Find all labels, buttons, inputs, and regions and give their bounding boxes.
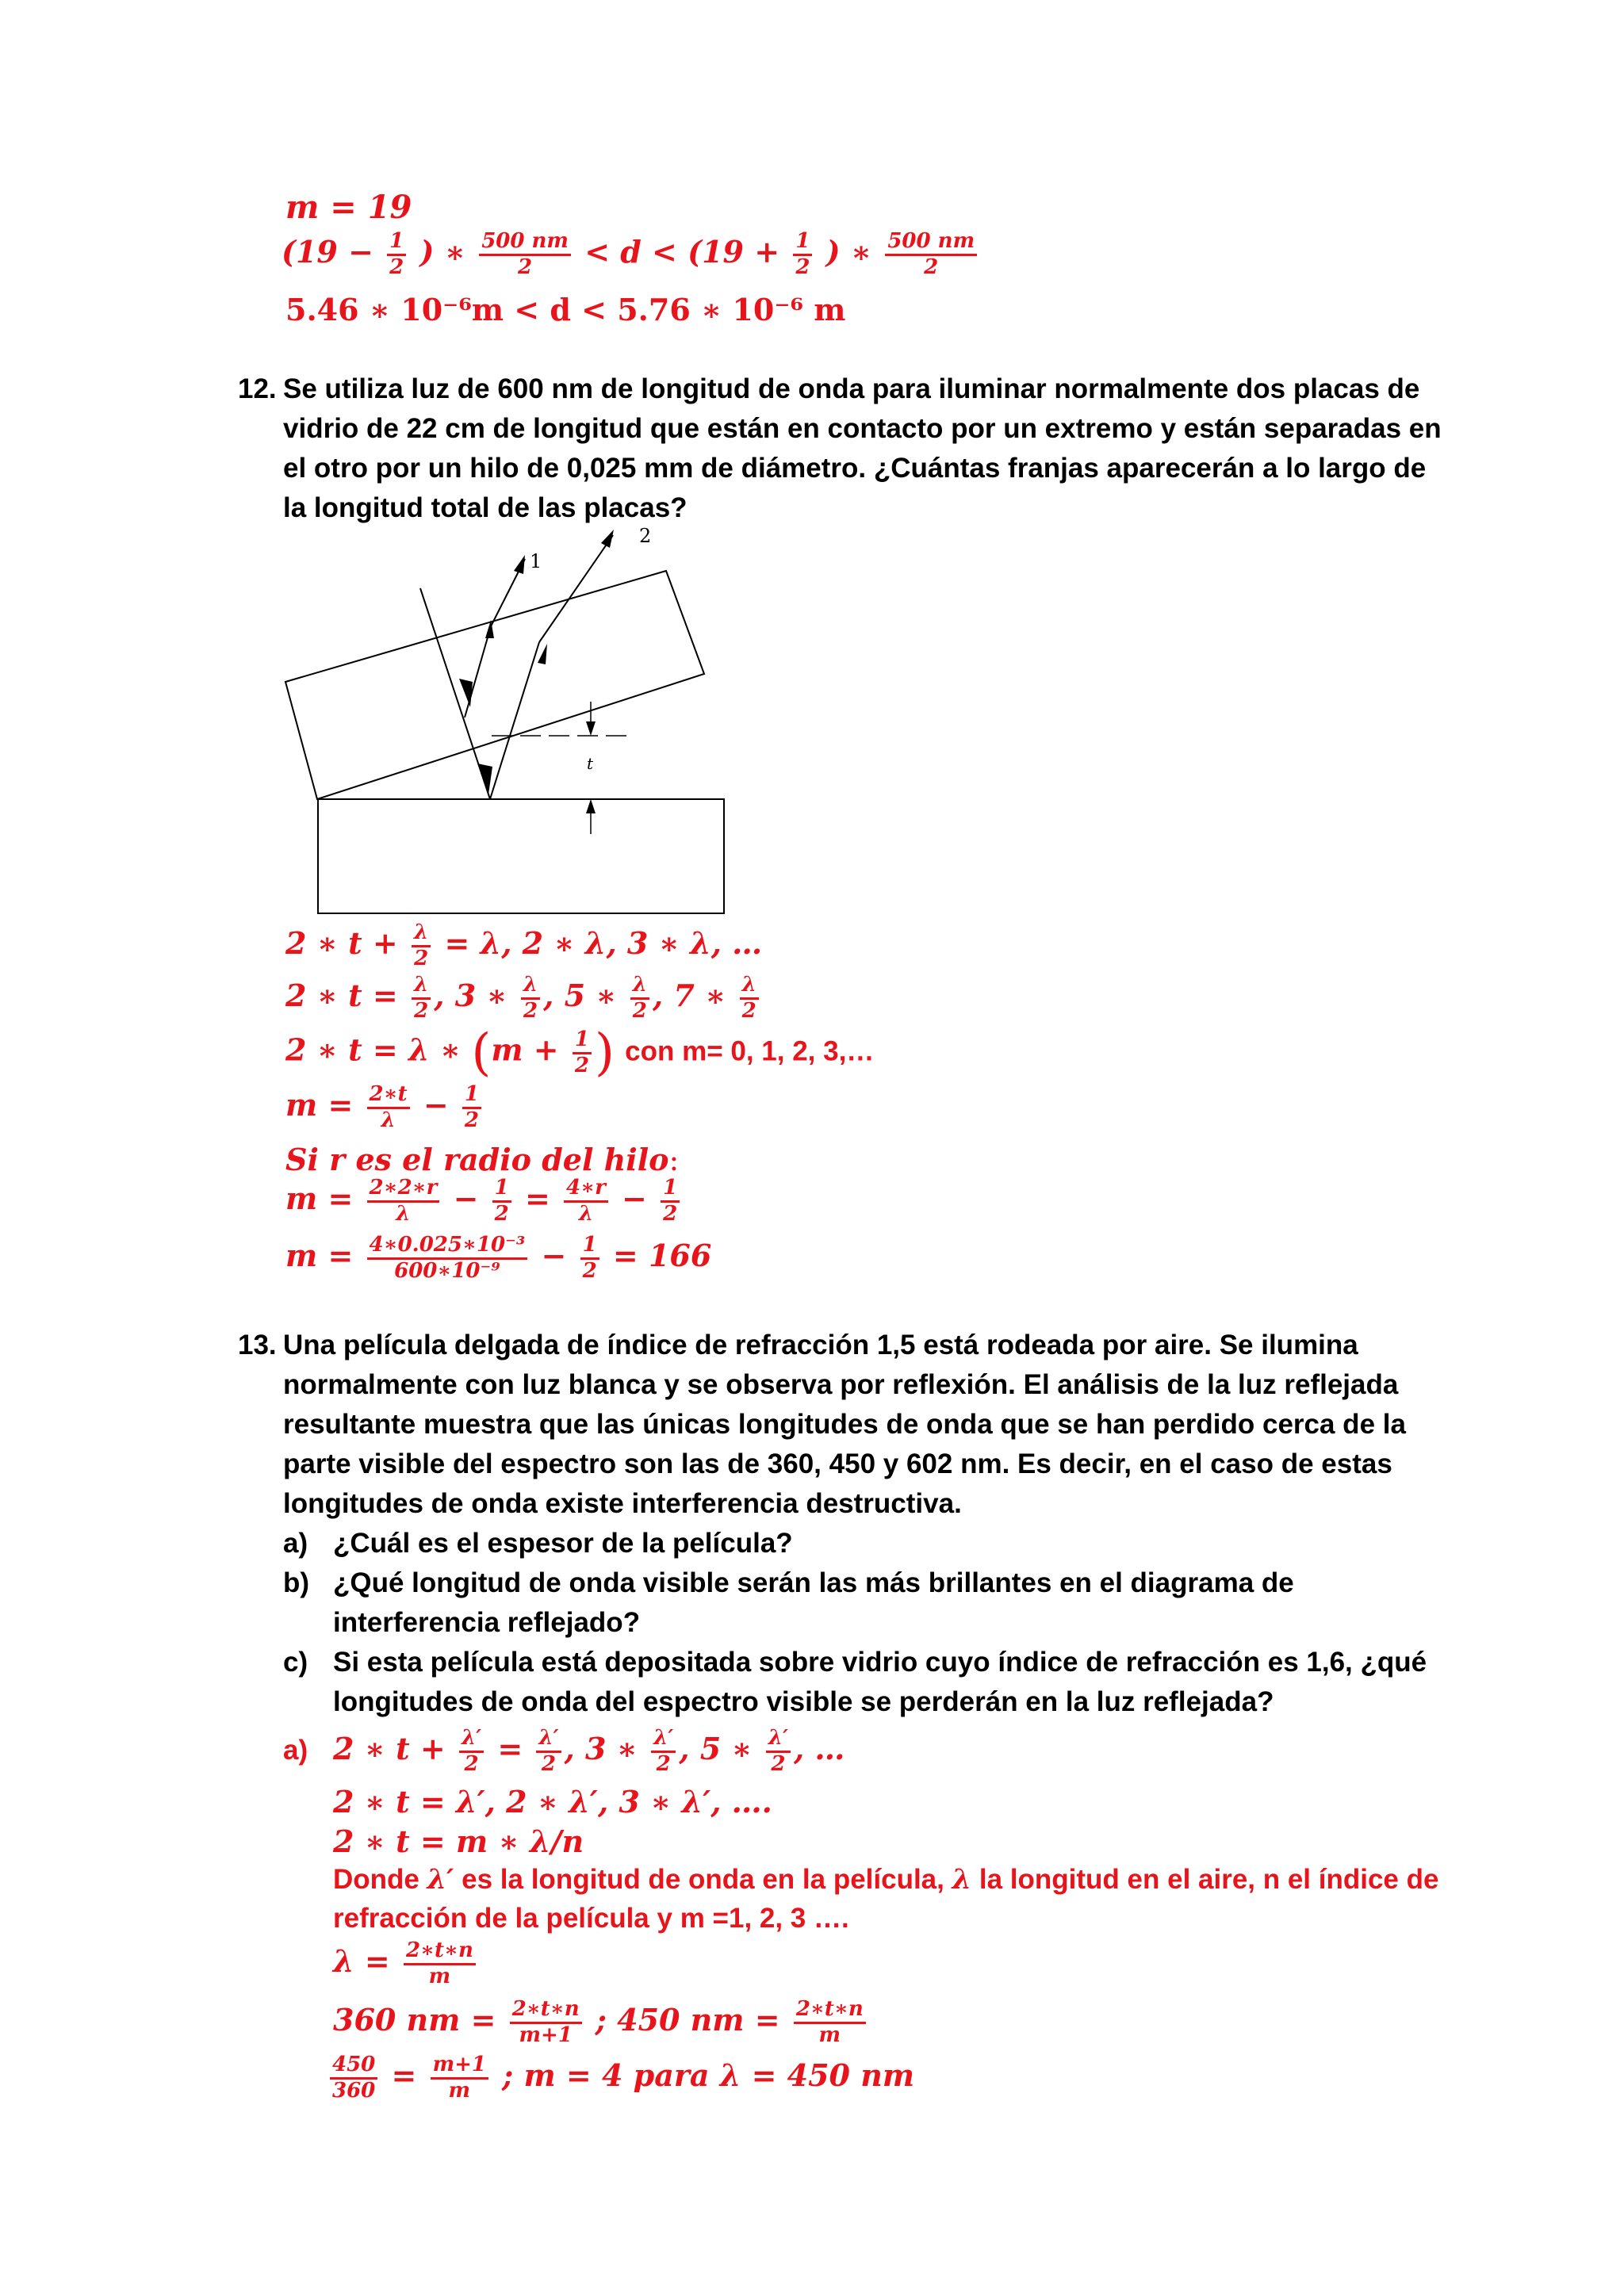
q13-ans-line-3: 2 ∗ t = m ∗ λ/n: [333, 1823, 584, 1859]
ray-2-label: 2: [639, 525, 652, 547]
q13-item-a-label: a): [283, 1528, 308, 1559]
q13-ans-line-6: λ = $\frac{2∗t∗n}{m}$: [333, 1939, 479, 1989]
q13-item-c-label: c): [283, 1647, 308, 1678]
ineq-part-c: < d <: [584, 233, 677, 270]
q13-ans-line-8: $\frac{450}{360}$ = $\frac{m+1}{m}$ ; m = 4 para λ = 450 nm: [327, 2053, 914, 2103]
q12-text-line-3: el otro por un hilo de 0,025 mm de diámetro. ¿Cuántas franjas aparecerán a lo largo de: [283, 453, 1427, 484]
q13-ans-line-5: refracción de la película y m =1, 2, 3 ….: [333, 1903, 849, 1934]
ray-2-upper: [539, 535, 613, 642]
thickness-arrow-down-icon: [586, 721, 596, 736]
q12-sol-line-6: m = $\frac{2∗2∗r}{\lambda}$ − $\frac{1}{2}$ = $\frac{4∗r}{\lambda}$ − $\frac{1}{2}$: [285, 1177, 683, 1226]
ineq-frac-3: $\frac{1}{2}$: [793, 230, 812, 280]
q13-item-c-text-2: longitudes de onda del espectro visible se perderán en la luz reflejada?: [333, 1686, 1274, 1717]
ineq-part-b: ) ∗: [419, 233, 465, 270]
thickness-label: t: [587, 754, 594, 773]
q13-item-b-label: b): [283, 1567, 310, 1598]
ineq-part-d: (19 +: [688, 233, 780, 270]
q12-text-line-1: Se utiliza luz de 600 nm de longitud de onda para iluminar normalmente dos placas de: [283, 373, 1420, 404]
q13-ans-line-1: 2 ∗ t + $\frac{\lambda'}{2}$ = $\frac{\lambda'}{2}$ , 3 ∗ $\frac{\lambda'}{2}$ , 5 ∗ $\frac{\lambda'}{2}$ , …: [333, 1726, 845, 1776]
ineq-frac-2: $\frac{500 nm}{2}$: [479, 230, 571, 280]
q12-sol-line-4: m = $\frac{2∗t}{\lambda}$ − $\frac{1}{2}$: [285, 1083, 485, 1133]
incident-ray-arrow-icon: [459, 679, 473, 707]
q13-number: 13.: [238, 1330, 277, 1360]
q12-sol-line-5: Si r es el radio del hilo:: [285, 1142, 680, 1177]
ineq-frac-4: $\frac{500 nm}{2}$: [885, 230, 977, 280]
q13-text-line-1: Una película delgada de índice de refracción 1,5 está rodeada por aire. Se ilumina: [283, 1330, 1358, 1360]
solution-m-value: m = 19: [285, 189, 412, 226]
ray-2-arrow-icon: [601, 530, 614, 548]
ray-1-arrow-icon: [514, 555, 525, 574]
q13-ans-line-4: Donde λ′ es la longitud de onda en la película, λ la longitud en el aire, n el índice de: [333, 1863, 1439, 1896]
q13-answer-label: a): [283, 1735, 308, 1766]
q12-number: 12.: [238, 373, 277, 404]
q13-item-b-text-2: interferencia reflejado?: [333, 1607, 641, 1638]
q13-item-b-text-1: ¿Qué longitud de onda visible serán las más brillantes en el diagrama de: [333, 1567, 1294, 1598]
q12-sol-line-1: 2 ∗ t + $\frac{\lambda}{2}$ = λ, 2 ∗ λ, 3 ∗ λ, …: [285, 920, 763, 970]
q12-text-line-2: vidrio de 22 cm de longitud que están en contacto por un extremo y están separadas en: [283, 413, 1442, 444]
q13-ans-line-7: 360 nm = $\frac{2∗t∗n}{m+1}$ ; 450 nm = $\frac{2∗t∗n}{m}$: [333, 1998, 869, 2048]
solution-range: 5.46 ∗ 10⁻⁶m < d < 5.76 ∗ 10⁻⁶ m: [285, 292, 846, 327]
ray-1-label: 1: [530, 550, 542, 572]
bottom-glass-plate: [318, 799, 724, 913]
q12-text-line-4: la longitud total de las placas?: [283, 492, 688, 523]
q13-text-line-2: normalmente con luz blanca y se observa por reflexión. El análisis de la luz reflejada: [283, 1369, 1399, 1400]
q12-sol-line-7: m = $\frac{\text{4∗0.025∗10⁻³}}{\text{600∗10⁻⁹}}$ − $\frac{1}{2}$ = 166: [285, 1233, 712, 1283]
q13-ans-line-2: 2 ∗ t = λ′, 2 ∗ λ′, 3 ∗ λ′, ….: [333, 1784, 772, 1820]
ineq-frac-1: $\frac{1}{2}$: [387, 230, 406, 280]
ineq-part-e: ) ∗: [825, 233, 872, 270]
q13-text-line-3: resultante muestra que las únicas longitudes de onda que se han perdido cerca de la: [283, 1409, 1406, 1440]
ray-2-lower: [490, 642, 539, 799]
top-glass-plate: [285, 571, 704, 799]
incident-ray-arrow-2-icon: [477, 763, 492, 794]
ray-1-lower: [465, 626, 491, 718]
wedge-diagram: [270, 523, 745, 920]
ineq-part-a: (19 −: [282, 233, 373, 270]
q13-text-line-4: parte visible del espectro son las de 360, 450 y 602 nm. Es decir, en el caso de estas: [283, 1448, 1392, 1479]
q13-item-c-text-1: Si esta película está depositada sobre vidrio cuyo índice de refracción es 1,6, ¿qué: [333, 1647, 1427, 1678]
q13-text-line-5: longitudes de onda existe interferencia destructiva.: [283, 1488, 962, 1519]
q12-sol-line-2: 2 ∗ t = $\frac{\lambda}{2}$ , 3 ∗ $\frac{\lambda}{2}$ , 5 ∗ $\frac{\lambda}{2}$ , 7 ∗ $\frac{\lambda}{2}$: [285, 974, 762, 1024]
q12-sol-line-3: 2 ∗ t = λ ∗ (m + $\frac{1}{2}$ ) con m= 0, 1, 2, 3,…: [285, 1024, 875, 1082]
q13-item-a-text: ¿Cuál es el espesor de la película?: [333, 1528, 793, 1559]
thickness-arrow-up-icon: [586, 799, 596, 813]
ray-2-mid-arrow-icon: [538, 644, 547, 664]
solution-inequality: [282, 230, 980, 280]
